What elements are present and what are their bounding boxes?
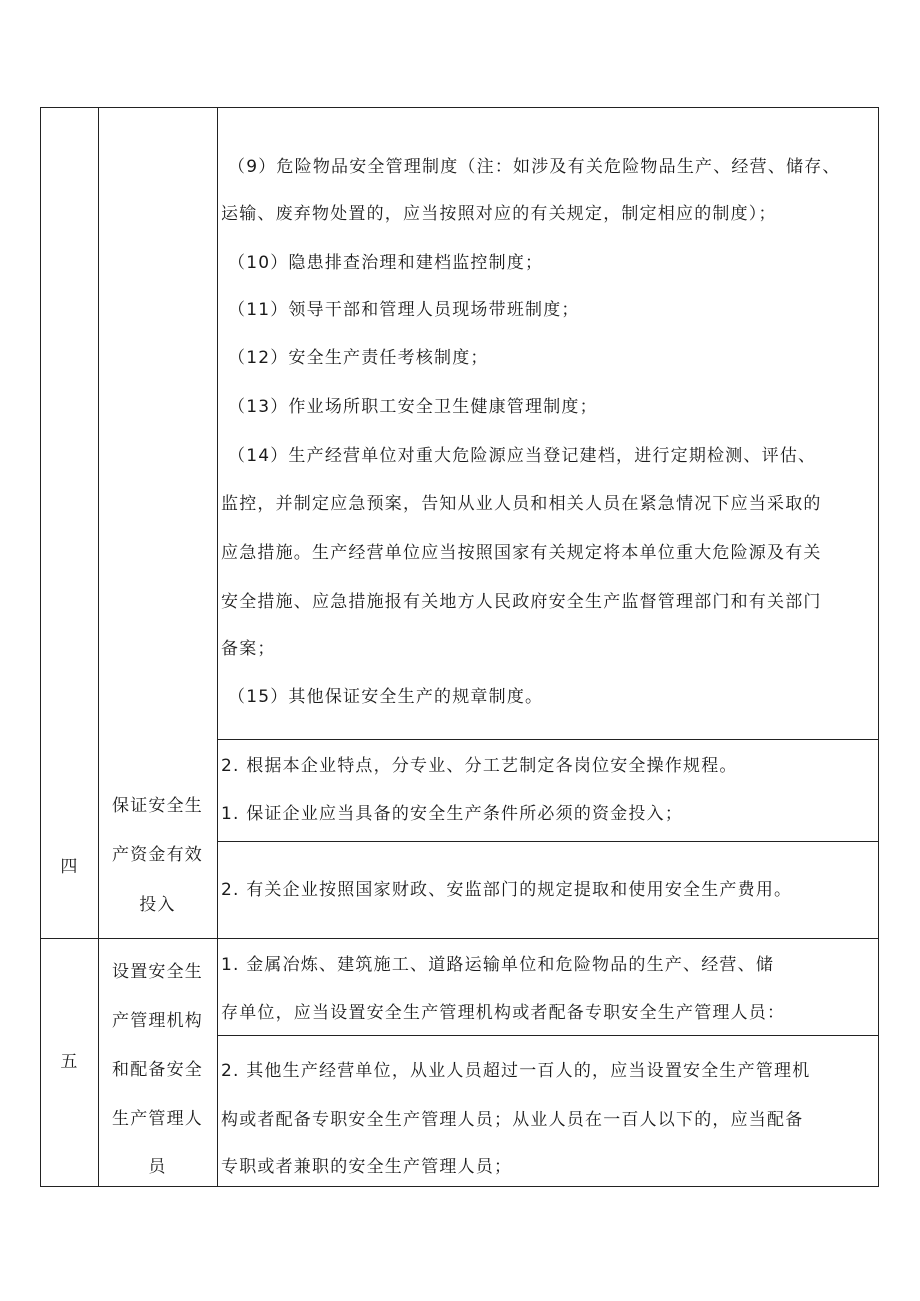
five-item-2-line: 2. 其他生产经营单位，从业人员超过一百人的，应当设置安全生产管理机 (221, 1061, 811, 1081)
clause-line: （12）安全生产责任考核制度； (228, 348, 489, 368)
table-left-border (40, 107, 41, 1187)
clause-line: （13）作业场所职工安全卫生健康管理制度； (228, 397, 598, 417)
clause-line: 监控，并制定应急预案，告知从业人员和相关人员在紧急情况下应当采取的 (221, 494, 822, 514)
clause-line: （9）危险物品安全管理制度（注：如涉及有关危险物品生产、经营、储存、 (228, 157, 841, 177)
row-title-five-line: 生产管理人 (112, 1109, 203, 1129)
clause-line: 备案； (221, 639, 276, 659)
row-divider-five-items (217, 1035, 879, 1036)
clause-line: （10）隐患排查治理和建档监控制度； (228, 253, 544, 273)
table-top-border (40, 107, 879, 108)
clause-line: 运输、废弃物处置的，应当按照对应的有关规定，制定相应的制度）； (221, 204, 777, 224)
four-item-1: 1. 保证企业应当具备的安全生产条件所必须的资金投入； (221, 804, 684, 824)
row-title-four-line: 投入 (139, 895, 176, 915)
row-number-four: 四 (60, 857, 79, 877)
five-item-2-line: 构或者配备专职安全生产管理人员；从业人员在一百人以下的，应当配备 (221, 1110, 804, 1130)
clause-line: （15）其他保证安全生产的规章制度。 (228, 687, 544, 707)
row-title-five-line: 和配备安全 (112, 1060, 203, 1080)
five-item-1-line: 存单位，应当设置安全生产管理机构或者配备专职安全生产管理人员： (221, 1003, 786, 1023)
column-divider-2 (217, 107, 218, 1187)
clause-line: 安全措施、应急措施报有关地方人民政府安全生产监督管理部门和有关部门 (221, 592, 822, 612)
five-item-1-line: 1. 金属冶炼、建筑施工、道路运输单位和危险物品的生产、经营、储 (221, 955, 775, 975)
row-divider-clauses (217, 739, 879, 740)
row-divider-four-items (217, 841, 879, 842)
row-number-five: 五 (60, 1052, 79, 1072)
row-title-five-line: 产管理机构 (112, 1011, 203, 1031)
row-title-four-line: 保证安全生 (112, 796, 203, 816)
row-title-five-line: 设置安全生 (112, 962, 203, 982)
clause-line: （11）领导干部和管理人员现场带班制度； (228, 300, 580, 320)
table-right-border (878, 107, 879, 1187)
operating-rules-item: 2. 根据本企业特点，分专业、分工艺制定各岗位安全操作规程。 (221, 756, 738, 776)
row-title-four-line: 产资金有效 (112, 845, 203, 865)
row-divider-four-five (40, 938, 879, 939)
clause-line: 应急措施。生产经营单位应当按照国家有关规定将本单位重大危险源及有关 (221, 543, 822, 563)
row-title-five-line: 员 (148, 1157, 167, 1177)
five-item-2-line: 专职或者兼职的安全生产管理人员； (221, 1157, 513, 1177)
four-item-2: 2. 有关企业按照国家财政、安监部门的规定提取和使用安全生产费用。 (221, 880, 793, 900)
clause-line: （14）生产经营单位对重大危险源应当登记建档，进行定期检测、评估、 (228, 446, 817, 466)
table-bottom-border (40, 1186, 879, 1187)
